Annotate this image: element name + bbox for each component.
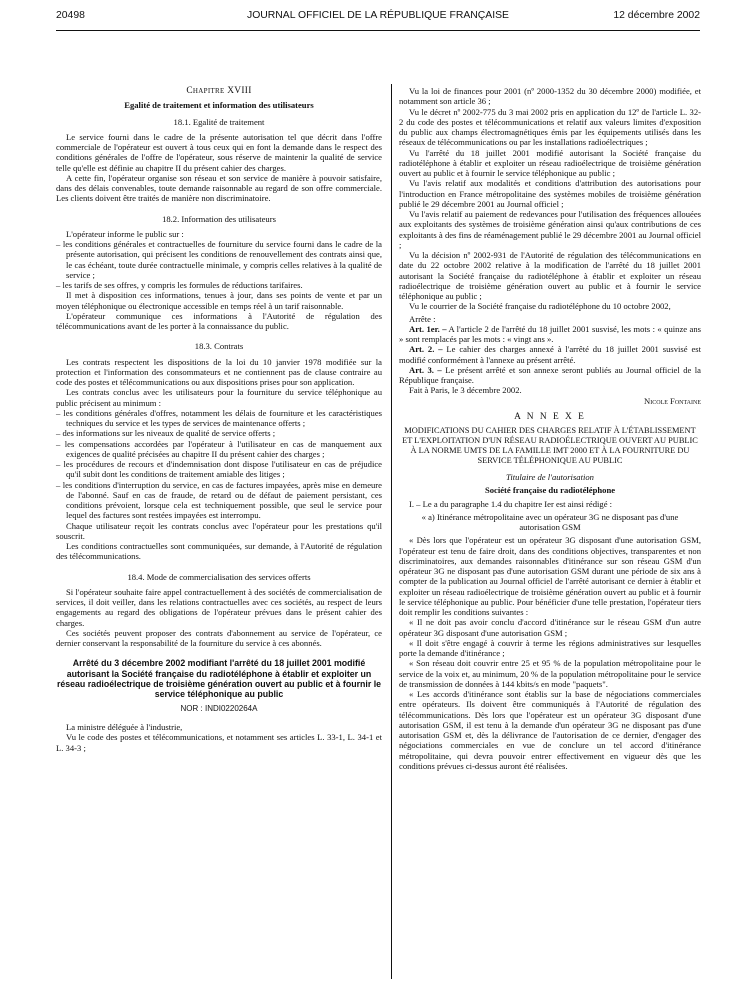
paragraph: Le service fourni dans le cadre de la présente autorisation tel que décrit dans l'offre commerciale de l'opérateur est ouvert à tous ceux qui en font la demande dans le respect des conditions générales de l'offre de l'opérateur, sous réserve de maintenir la qualité de service telle qu'elle est définie au chapitre II du présent cahier des charges. <box>56 131 382 173</box>
paragraph: « Il ne doit pas avoir conclu d'accord d'itinérance sur le réseau GSM d'un autre opérateur 3G disposant d'une autorisation GSM ; <box>399 617 701 638</box>
signatory-name: Nicole Fontaine <box>644 395 701 406</box>
paragraph: Vu le code des postes et télécommunications, et notamment ses articles L. 33-1, L. 34-1 et L. 34-3 ; <box>56 732 382 753</box>
paragraph: I. – Le a du paragraphe 1.4 du chapitre Ier est ainsi rédigé : <box>409 498 613 509</box>
paragraph: Vu l'arrêté du 18 juillet 2001 modifié autorisant la Société française du radiotéléphone à établir et exploiter un réseau radioélectrique de troisième génération ouvert au public et à fournir le service téléphonique au public ; <box>399 147 701 178</box>
paragraph: L'opérateur communique ces informations à l'Autorité de régulation des télécommunications avant de les porter à la connaissance du public. <box>56 310 382 331</box>
chapter-title: Egalité de traitement et information des utilisateurs <box>124 100 314 111</box>
paragraph: Vu la loi de finances pour 2001 (nº 2000-1352 du 30 décembre 2000) modifiée, et notamment son article 36 ; <box>399 86 701 107</box>
list-item: – les conditions générales d'offres, notamment les délais de fourniture et les caractéristiques techniques du service et les types de services de maintenance offerts ; <box>56 407 382 428</box>
paragraph: A cette fin, l'opérateur organise son réseau et son service de manière à pouvoir satisfaire, dans des délais convenables, toute demande raisonnable au regard de son offre commerciale. Les clients doivent être traités de manière non discriminatoire. <box>56 172 382 204</box>
paragraph: La ministre déléguée à l'industrie, <box>66 722 183 733</box>
paragraph: Les contrats respectent les dispositions de la loi du 10 janvier 1978 modifiée sur la protection et l'information des consommateurs et ne contiennent pas de clause contraire au code des postes et télécommunications ou aux dispositions prises pour son application. <box>56 356 382 387</box>
annexe-heading: A N N E X E <box>514 411 586 422</box>
paragraph: Vu l'avis relatif aux modalités et conditions d'attribution des autorisations pour l'introduction en France métropolitaine des systèmes mobiles de troisième génération publié le 29 décembre 2001 au Journal officiel ; <box>399 178 701 209</box>
page-header <box>56 10 700 26</box>
list-item: – les conditions générales et contractuelles de fourniture du service fourni dans le cadre de la présente autorisation, qui précisent les conditions de renouvellement des contrats ainsi que, le cas échéant, toute durée contractuelle minimale, y compris celles relatives à la qualité de service ; <box>56 239 382 280</box>
paragraph: Ces sociétés peuvent proposer des contrats d'abonnement au service de l'opérateur, ce dernier conservant la responsabilité de la fourniture du service à ces abonnés. <box>56 627 382 648</box>
list-item: – des informations sur les niveaux de qualité de service offerts ; <box>56 428 276 439</box>
paragraph: « Les accords d'itinérance sont établis sur la base de négociations commerciales entre opérateurs. Ils doivent être communiqués à l'Autorité de régulation des télécommunications. Dès lors que l'opérateur est un opérateur 3G disposant d'une autorisation GSM, il est tenu à la demande d'un opérateur 3G ne disposant pas d'une autorisation GSM et, dès la délivrance de l'autorisation de ce dernier, d'engager des négociations commerciales en vue de conclure un tel accord d'itinérance métropolitaine, qui devra pouvoir entrer effectivement en vigueur dès que les conditions prévues ci-dessus auront été réalisées. <box>399 689 701 771</box>
section-18-1-title: 18.1. Egalité de traitement <box>173 116 265 127</box>
arrete-title: Arrêté du 3 décembre 2002 modifiant l'arrêté du 18 juillet 2001 modifié autorisant la Société française du radiotéléphone à établir et exploiter un réseau radioélectrique de troisième génération ouvert au public et à fournir le service téléphonique au public <box>56 658 382 700</box>
article-1: Art. 1er. – A l'article 2 de l'arrêté du 18 juillet 2001 susvisé, les mots : « quinze ans » sont remplacés par les mots : « vingt ans ». <box>399 323 701 344</box>
paragraph: Les conditions contractuelles sont communiquées, sur demande, à l'Autorité de régulation des télécommunications. <box>56 541 382 562</box>
paragraph: L'opérateur informe le public sur : <box>66 228 184 239</box>
paragraph: Si l'opérateur souhaite faire appel contractuellement à des sociétés de commercialisation de services, il doit veiller, dans les relations contractuelles avec ces sociétés, au respect de leurs engagements au regard des obligations de l'opérateur prévues dans le présent cahier des charges. <box>56 586 382 628</box>
annexe-title: MODIFICATIONS DU CAHIER DES CHARGES RELATIF À L'ÉTABLISSEMENT ET L'EXPLOITATION D'UN RÉSEAU RADIOÉLECTRIQUE OUVERT AU PUBLIC À LA NORME UMTS DE LA FAMILLE IMT 2000 ET À LA FOURNITURE DU SERVICE TÉLÉPHONIQUE AU PUBLIC <box>402 426 698 465</box>
header-rule <box>56 30 700 31</box>
article-3: Art. 3. – Le présent arrêté et son annexe seront publiés au Journal officiel de la République française. <box>399 364 701 385</box>
list-item: – les conditions d'interruption du service, en cas de factures impayées, après mise en demeure de l'abonné. Sauf en cas de fraude, de retard ou de défaut de paiement persistant, ces conditions prévoient, lorsque cela est techniquement possible, que seul le service pour lequel des factures sont restées impayées est interrompu. <box>56 479 382 521</box>
paragraph: Vu la décision nº 2002-931 de l'Autorité de régulation des télécommunications en date du 22 octobre 2002 relative à la modification de l'arrêté du 18 juillet 2001 autorisant la Société française du radiotéléphone à établir et exploiter un réseau radioélectrique de troisième génération ouvert au public et à fournir le service téléphonique au public ; <box>399 250 701 301</box>
paragraph: « Dès lors que l'opérateur est un opérateur 3G disposant d'une autorisation GSM, l'opérateur est tenu de faire droit, dans des conditions objectives, transparentes et non discriminatoires, aux demandes raisonnables d'itinérance sur son réseau GSM d'un opérateur 3G ne disposant pas d'une autorisation GSM durant une période de six ans à compter de la publication au Journal officiel de l'arrêté autorisant ce dernier à établir et exploiter un réseau radioélectrique de troisième génération ouvert au public et à fournir le service téléphonique au public. Pour bénéficier d'une telle prestation, l'opérateur tiers doit remplir les conditions suivantes : <box>399 535 701 617</box>
section-18-2-title: 18.2. Information des utilisateurs <box>162 213 276 224</box>
paragraph: Il met à disposition ces informations, tenues à jour, dans ses points de vente et par un moyen téléphonique ou électronique accessible en temps réel à un tarif raisonnable. <box>56 290 382 311</box>
signature-place-date: Fait à Paris, le 3 décembre 2002. <box>409 385 522 396</box>
left-column <box>56 86 382 753</box>
list-item: – les procédures de recours et d'indemnisation dont dispose l'utilisateur en cas de préjudice qu'il subit dont les conditions de traitement amiable des litiges ; <box>56 459 382 480</box>
paragraph: Vu l'avis relatif au paiement de redevances pour l'utilisation des fréquences allouées aux exploitants des systèmes de troisième génération ainsi qu'aux contributions de ces exploitants à des fins de réaménagement publié le 29 décembre 2001 au Journal officiel ; <box>399 209 701 250</box>
list-item: – les tarifs de ses offres, y compris les formules de réductions tarifaires. <box>56 280 303 290</box>
subsection-a-title: « a) Itinérance métropolitaine avec un opérateur 3G ne disposant pas d'une autorisation GSM <box>421 511 679 532</box>
article-2: Art. 2. – Le cahier des charges annexé à l'arrêté du 18 juillet 2001 susvisé est modifié conformément à l'annexe au présent arrêté. <box>399 344 701 365</box>
journal-title: JOURNAL OFFICIEL DE LA RÉPUBLIQUE FRANÇAISE <box>247 10 509 21</box>
paragraph: Vu le courrier de la Société française du radiotéléphone du 10 octobre 2002, <box>409 301 671 312</box>
paragraph: Les contrats conclus avec les utilisateurs pour la fourniture du service téléphonique au public précisent au minimum : <box>56 387 382 408</box>
societe-heading: Société française du radiotéléphone <box>484 485 616 496</box>
arrete-keyword: Arrête : <box>409 313 436 324</box>
section-18-3-title: 18.3. Contrats <box>194 341 244 352</box>
list-item: – les compensations accordées par l'opérateur à l'utilisateur en cas de manquement aux exigences de qualité précisées au chapitre II du présent cahier des charges ; <box>56 438 382 459</box>
titulaire-heading: Titulaire de l'autorisation <box>506 472 594 482</box>
paragraph: Chaque utilisateur reçoit les contrats conclus avec l'opérateur pour les prestations qu'il souscrit. <box>56 520 382 541</box>
section-18-4-title: 18.4. Mode de commercialisation des services offerts <box>127 571 311 582</box>
paragraph: « Son réseau doit couvrir entre 25 et 95 % de la population métropolitaine pour le service de la voix et, au minimum, 20 % de la population métropolitaine pour le service de transmission de données à 144 kbits/s en mode "paquets". <box>399 658 701 689</box>
paragraph: « Il doit s'être engagé à couvrir à terme les régions administratives sur lesquelles porte la demande d'itinérance ; <box>399 637 701 658</box>
right-column <box>399 86 701 771</box>
paragraph: Vu le décret nº 2002-775 du 3 mai 2002 pris en application du 12º de l'article L. 32-2 du code des postes et télécommunications et relatif aux valeurs limites d'exposition du public aux champs électromagnétiques émis par les équipements utilisés dans les réseaux de télécommunications ou par les installations radioélectriques ; <box>399 106 701 148</box>
page-number: 20498 <box>56 10 85 21</box>
nor-reference: NOR : INDI0220264A <box>180 703 258 713</box>
column-divider <box>391 84 392 979</box>
publication-date: 12 décembre 2002 <box>613 10 700 21</box>
chapter-heading: Chapitre XVIII <box>186 86 252 96</box>
